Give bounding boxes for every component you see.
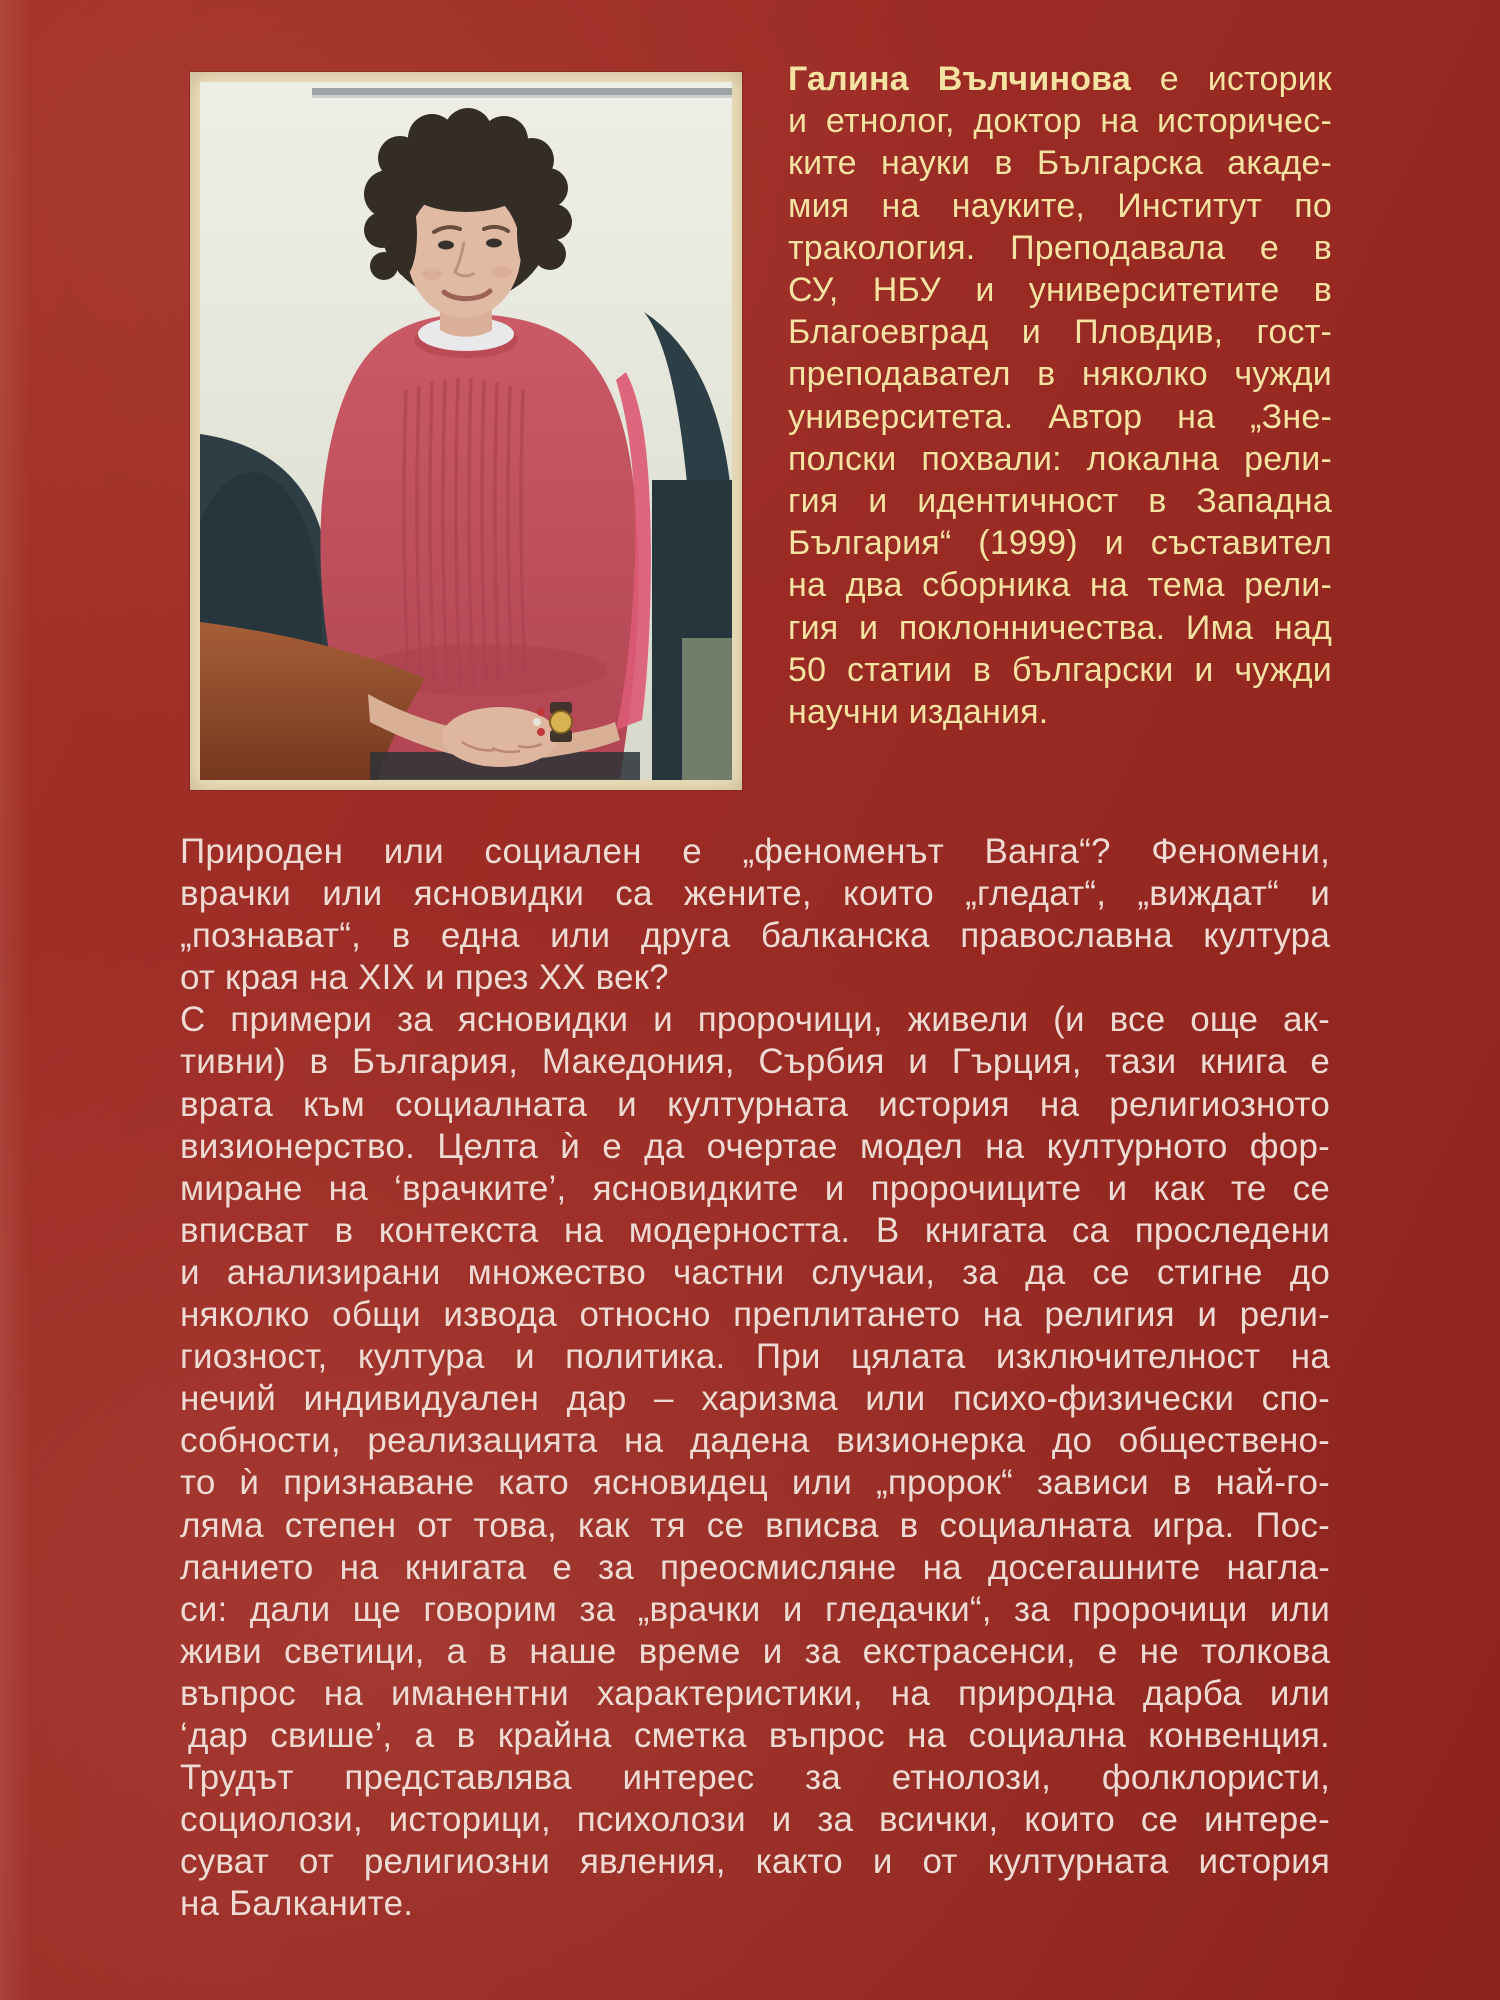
description-line: си: дали ще говорим за „врачки и гледачки“, за пророчици или <box>180 1589 1330 1629</box>
description-line: ляма степен от това, как тя се вписва в социалната игра. Пос- <box>180 1505 1330 1545</box>
bio-line: преподавател в няколко чужди <box>788 355 1332 394</box>
description-line: суват от религиозни явления, както и от културната история <box>180 1842 1330 1882</box>
bio-line: гия и поклонничества. Има над <box>788 608 1332 647</box>
description-line: живи светици, а в наше време и за екстрасенси, е не толкова <box>180 1631 1330 1671</box>
bio-line: тракология. Преподавала е в <box>788 228 1332 267</box>
description-line: вписват в контекста на модерността. В книгата са проследени <box>180 1210 1330 1250</box>
bio-line: Галина Вълчинова е историк <box>788 60 1333 98</box>
author-name: Галина Вълчинова <box>788 60 1131 98</box>
description-line: нечий индивидуален дар – харизма или психо-физически спо- <box>180 1379 1330 1419</box>
bio-line: мия на науките, Институт по <box>788 186 1332 225</box>
description-line: ‘дар свише’, а в крайна сметка въпрос на социална конвенция. <box>180 1715 1330 1755</box>
description-line: врачки или ясновидки са жените, които „гледат“, „виждат“ и <box>180 874 1330 914</box>
description-line: миране на ‘врачките’, ясновидките и пророчиците и как те се <box>180 1168 1330 1208</box>
description-line: от края на XIX и през XX век? <box>180 958 669 998</box>
description-line: визионерство. Целта ѝ е да очертае модел на културното фор- <box>180 1126 1330 1166</box>
description-line: и анализирани множество частни случаи, за да се стигне до <box>180 1252 1330 1292</box>
author-photo <box>200 82 732 780</box>
bio-line: България“ (1999) и съставител <box>788 524 1332 563</box>
author-photo-frame <box>190 72 742 790</box>
bio-line: научни издания. <box>788 693 1049 732</box>
bio-line: СУ, НБУ и университетите в <box>788 271 1332 310</box>
author-bio <box>788 58 1332 733</box>
description-line: гиозност, култура и политика. При цялата изключителност на <box>180 1337 1330 1377</box>
bio-line: Благоевград и Пловдив, гост- <box>788 313 1332 352</box>
description-line: Трудът представлява интерес за етнолози, фолклористи, <box>180 1758 1330 1798</box>
book-description <box>180 831 1330 1925</box>
description-line: врата към социалната и културната история на религиозното <box>180 1084 1330 1124</box>
description-line: Природен или социален е „феноменът Ванга“? Феномени, <box>180 832 1330 871</box>
bio-line: ките науки в Българска акаде- <box>788 144 1332 183</box>
bio-line: и етнолог, доктор на историчес- <box>788 102 1332 141</box>
bio-line: на два сборника на тема рели- <box>788 566 1332 605</box>
description-line: въпрос на иманентни характеристики, на природна дарба или <box>180 1673 1330 1713</box>
bio-line: университета. Автор на „Зне- <box>788 397 1332 436</box>
photo-warm-overlay <box>200 82 732 780</box>
description-line: то ѝ признаване като ясновидец или „пророк“ зависи в най-го- <box>180 1463 1330 1503</box>
description-line: С примери за ясновидки и пророчици, живели (и все още ак- <box>180 1000 1330 1040</box>
bio-line: полски похвали: локална рели- <box>788 439 1332 478</box>
description-line: няколко общи извода относно преплитането на религия и рели- <box>180 1295 1330 1335</box>
description-line: „познават“, в една или друга балканска православна култура <box>180 916 1330 956</box>
bio-line: 50 статии в български и чужди <box>788 650 1332 689</box>
description-line: на Балканите. <box>180 1884 414 1924</box>
description-line: тивни) в България, Македония, Сърбия и Гърция, тази книга е <box>180 1042 1330 1082</box>
description-line: социолози, историци, психолози и за всички, които се интере- <box>180 1800 1330 1840</box>
bio-line: гия и идентичност в Западна <box>788 482 1332 521</box>
description-line: ланието на книгата е за преосмисляне на досегашните нагла- <box>180 1547 1330 1587</box>
description-line: собности, реализацията на дадена визионерка до обществено- <box>180 1421 1330 1461</box>
